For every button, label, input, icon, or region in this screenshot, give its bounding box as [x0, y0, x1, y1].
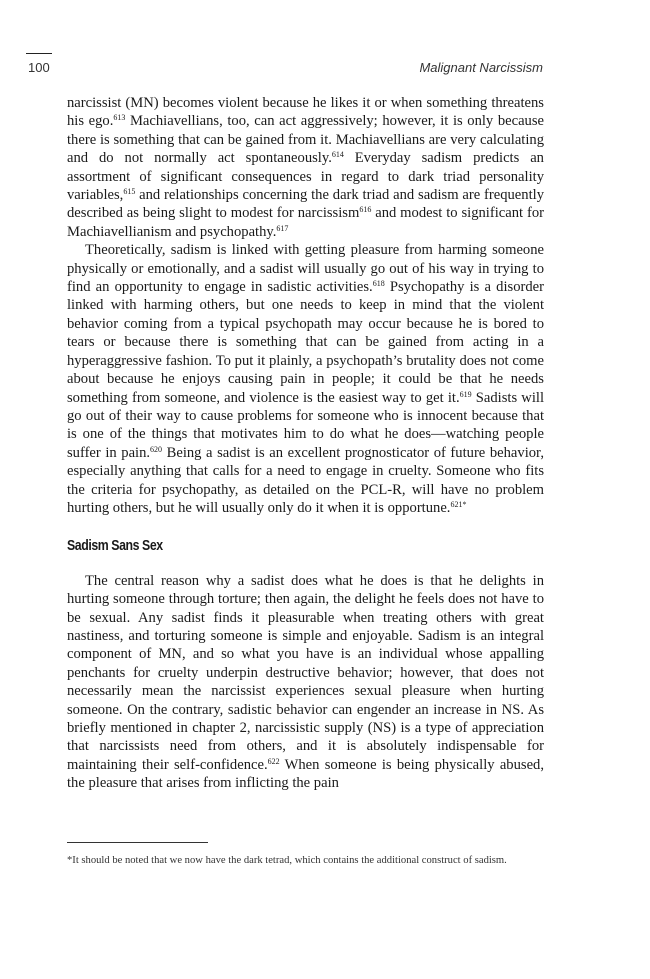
footnote-ref: 618 — [372, 279, 385, 289]
text-run: Theoretically, sadism is linked with getting pleasure from harming someone physically or emotionally, and a sadist will usually go out of his way in trying to find an opportunity to engage in sadistic activities. — [67, 242, 544, 296]
text-run: Sadists will go out of their way to cause problems for someone who is innocent because that is one of the things that motivates him to do what he does—watching people suffer in pain. — [67, 389, 544, 461]
footnote-ref: 619 — [459, 389, 472, 399]
footnote-ref: 622 — [267, 756, 280, 766]
footnote-ref: 614 — [331, 150, 344, 160]
page-number: 100 — [28, 60, 50, 75]
footnote-ref: 621* — [450, 499, 467, 509]
running-head: Malignant Narcissism — [419, 60, 543, 75]
footnote: *It should be noted that we now have the dark tetrad, which contains the additional construct of sadism. — [67, 855, 507, 866]
paragraph — [67, 241, 544, 517]
text-run: Psychopathy is a disorder linked with harming others, but one needs to keep in mind that the violent behavior coming from a typical psychopath may occur because he is bored to tears or because there is something that can be gained from acting in a hyperaggressive fashion. To put it plainly, a psychopath’s brutality does not come about because he enjoys causing pain in people; it could be that he needs something from someone, and violence is the easiest way to get it. — [67, 279, 544, 406]
text-run: Machiavellians, too, can act aggressively; however, it is only because there is something that can be gained from it. Machiavellians are very calculating and do not normally act spontaneously. — [67, 113, 544, 167]
footnote-ref: 616 — [359, 205, 372, 215]
footnote-ref: 617 — [276, 223, 289, 233]
text-run: and relationships concerning the dark triad and sadism are frequently described as being slight to modest for narcissism — [67, 187, 544, 222]
footnote-ref: 620 — [150, 444, 163, 454]
section-heading: Sadism Sans Sex — [67, 538, 163, 555]
body-paragraphs — [67, 94, 544, 517]
page-body — [67, 94, 544, 793]
section-paragraphs — [67, 572, 544, 793]
paragraph — [67, 94, 544, 241]
header-rule — [26, 53, 52, 54]
text-run: and modest to significant for Machiavellianism and psychopathy. — [67, 205, 544, 240]
footnote-ref: 615 — [123, 187, 136, 197]
text-run: When someone is being physically abused, the pleasure that arises from inflicting the pain — [67, 756, 544, 792]
paragraph — [67, 572, 544, 793]
section-gap — [67, 556, 544, 572]
text-run: narcissist (MN) becomes violent because he likes it or when something threatens his ego. — [67, 95, 544, 130]
text-run: Everyday sadism predicts an assortment of significant consequences in regard to dark triad personality variables, — [67, 150, 544, 204]
text-run: Being a sadist is an excellent prognosticator of future behavior, especially anything that calls for a need to engage in cruelty. Someone who fits the criteria for psychopathy, as detailed on the PCL-R, will have no problem hurting others, but he will usually only do it when it is opportune. — [67, 444, 544, 516]
text-run: The central reason why a sadist does what he does is that he delights in hurting someone through torture; then again, the delight he feels does not have to be sexual. Any sadist finds it pleasurable when treating others with great nastiness, and torturing someone is simple and enjoyable. Sadism is an integral component of MN, and so what you have is an individual whose appalling penchants for cruelty underpin destructive behavior; however, that does not necessarily mean the narcissist experiences sexual pleasure when hurting someone. On the contrary, sadistic behavior can engender an increase in NS. As briefly mentioned in chapter 2, narcissistic supply (NS) is a type of appreciation that narcissists need from others, and it is absolutely indispensable for maintaining their self-confidence. — [67, 572, 544, 773]
footnote-ref: 613 — [113, 113, 126, 123]
footnote-rule — [67, 842, 208, 843]
